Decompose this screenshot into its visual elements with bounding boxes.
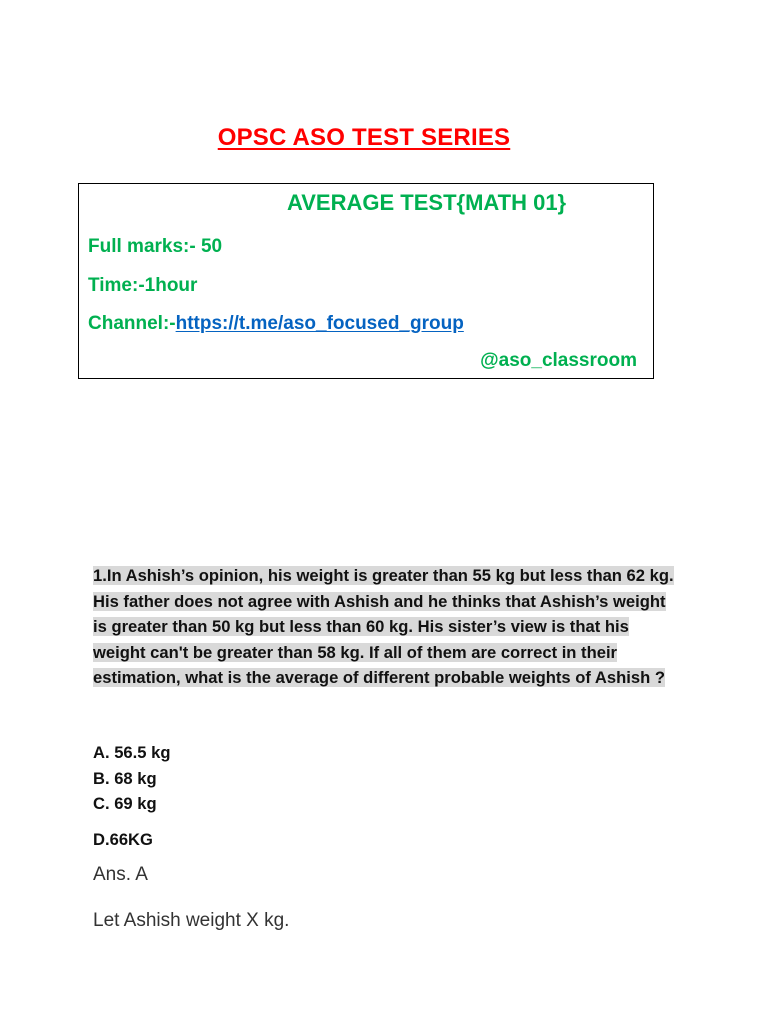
option-d: D.66KG (93, 830, 153, 849)
test-info-box (78, 183, 654, 379)
test-heading: AVERAGE TEST{MATH 01} (287, 190, 567, 215)
option-a: A. 56.5 kg (93, 743, 171, 762)
answer: Ans. A (93, 864, 148, 885)
full-marks: Full marks:- 50 (88, 236, 223, 257)
channel-line (88, 313, 464, 335)
solution-line: Let Ashish weight X kg. (93, 910, 290, 931)
time-limit: Time:-1hour (88, 275, 198, 296)
question-text (93, 563, 683, 691)
option-b: B. 68 kg (93, 769, 157, 788)
page-title: OPSC ASO TEST SERIES (217, 124, 511, 151)
question-highlight: 1.In Ashish’s opinion, his weight is greater than 55 kg but less than 62 kg. His father does not agree with Ashish and he thinks that Ashish’s weight is greater than 50 kg but less than 60 kg. His sister’s view is that his weight can't be greater than 58 kg. If all of them are correct in their estimation, what is the average of different probable weights of Ashish ? (93, 566, 674, 687)
option-c: C. 69 kg (93, 794, 157, 813)
classroom-handle: @aso_classroom (480, 350, 637, 371)
channel-label: Channel:- (88, 313, 176, 334)
channel-link[interactable]: https://t.me/aso_focused_group (175, 313, 464, 334)
